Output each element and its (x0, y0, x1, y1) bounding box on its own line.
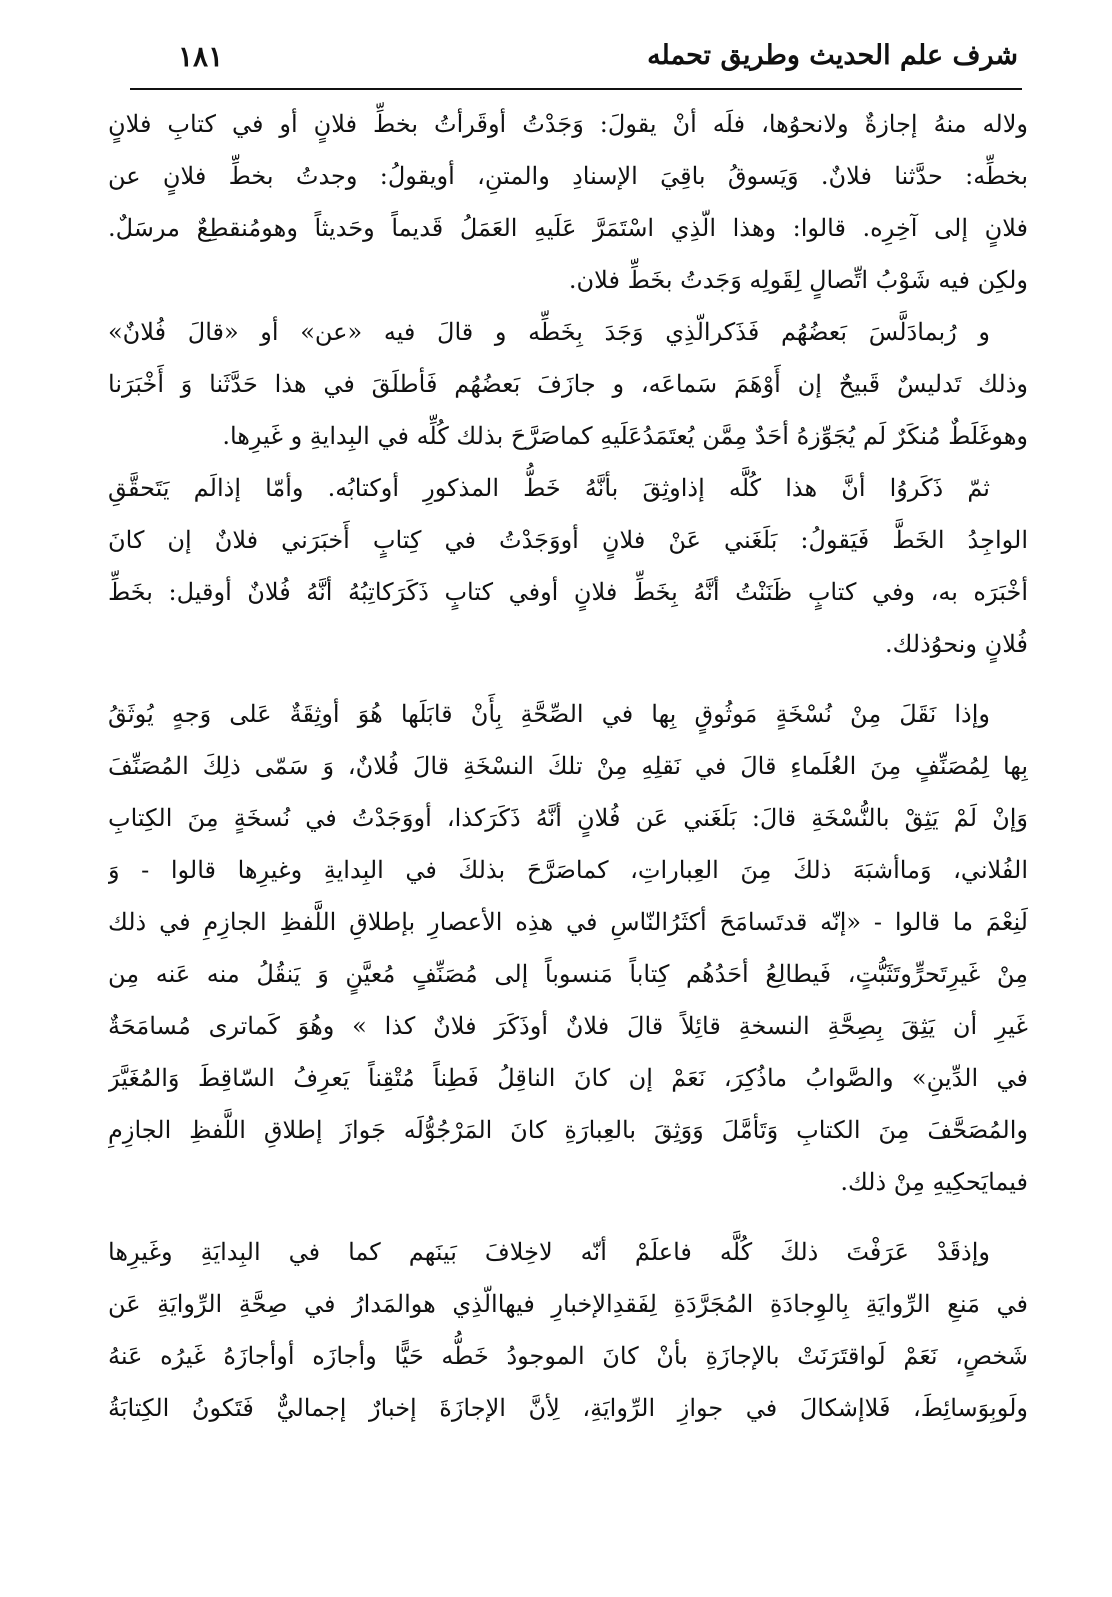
text-line: ولاله منهُ إجازةٌ ولانحوُها، فلَه أنْ يقولَ: وَجَدْتُ أوقَرأتُ بخطِّ فلانٍ أو في كتابِ فلانٍ (108, 110, 1028, 138)
text-line: أخْبَرَه به، وفي كتابٍ ظَنَنْتُ أنَّهُ بِخَطِّ فلانٍ أوفي كتابٍ ذَكَرَكاتِبُهُ أنَّهُ فُلانٌ أوقيل: بخَطِّ (108, 578, 1028, 606)
text-line: فلانٍ إلى آخِرِه. قالوا: وهذا الّذِي اسْتَمَرَّ عَلَيهِ العَمَلُ قَديماً وحَديثاً وهومُنقطِعٌ مرسَلٌ. (108, 214, 1028, 242)
text-line: الفُلاني، وَماأشبَهَ ذلكَ مِنَ العِباراتِ، كماصَرَّحَ بذلكَ في البِدايةِ وغيرِها قالوا - وَ (108, 856, 1028, 884)
text-line: الواجِدُ الخَطَّ فَيَقولُ: بَلَغَني عَنْ فلانٍ أووَجَدْتُ في كِتابٍ أَخبَرَني فلانٌ إن كانَ (108, 526, 1028, 554)
running-header (138, 36, 1018, 86)
text-line: وإذا نَقَلَ مِنْ نُسْخَةٍ مَوثُوقٍ بِها في الصِّحَّةِ بِأَنْ قابَلَها هُوَ أوثِقَةٌ عَلى وَجهٍ يُوثَقُ (108, 700, 990, 728)
text-line: وذلك تَدليسٌ قَبيحٌ إن أَوْهَمَ سَماعَه، و جازَفَ بَعضُهُم فَأطلَقَ في هذا حَدَّثَنا وَ أَخْبَرَنا (108, 370, 1028, 398)
text-line: وهوغَلَطٌ مُنكَرٌ لَم يُجَوِّزهُ أحَدٌ مِمَّن يُعتَمَدُعَلَيهِ كماصَرَّحَ بذلك كُلِّه في البِدايةِ و غَيرِها. (222, 422, 1028, 450)
text-line: ولَوبِوَسائِطَ، فَلاإشكالَ في جوازِ الرِّوايَةِ، لِأنَّ الإجازَةَ إخبارٌ إجماليٌّ فَتَكونُ الكِتابَةُ (108, 1394, 1028, 1422)
page-number: ١٨١ (178, 40, 224, 73)
body-text (108, 98, 1028, 1434)
text-line: ثمّ ذَكَروُا أنَّ هذا كُلَّه إذاوثِقَ بأنَّهُ خَطُّ المذكورِ أوكتابُه. وأمّا إذالَم يَتَحقَّقِ (108, 474, 990, 502)
paragraph-gap (108, 670, 1028, 688)
text-line: غَيرِ أن يَثِقَ بِصِحَّةِ النسخةِ قائِلاً قالَ فلانٌ أوذَكَرَ فلانٌ كذا » وهُوَ كَماترى مُسامَحَةٌ (108, 1012, 1028, 1040)
header-rule (130, 88, 1022, 90)
text-line: شَخصٍ، نَعَمْ لَواقتَرَنَتْ بالإجازَةِ بأنْ كانَ الموجودُ خَطُّه حَيًّا وأجازَه أوأجازَهُ غَيرُه عَنهُ (108, 1342, 1028, 1370)
text-line: بِها لِمُصَنِّفٍ مِنَ العُلَماءِ قالَ في نَقلِهِ مِنْ تلكَ النسْخَةِ قالَ فُلانٌ، وَ سَمّى ذلِكَ المُصَنِّفَ (108, 752, 1028, 780)
text-line: وَإنْ لَمْ يَثِقْ بالنُّسْخَةِ قالَ: بَلَغَني عَن فُلانٍ أنَّهُ ذَكَرَكذا، أووَجَدْتُ في نُسخَةٍ مِنَ الكِتابِ (108, 804, 1028, 832)
text-line: ولكِن فيه شَوْبُ اتِّصالٍ لِقَولِه وَجَدتُ بخَطِّ فلان. (568, 266, 1028, 294)
text-line: في الدِّينِ» والصَّوابُ ماذُكِرَ، نَعَمْ إن كانَ الناقِلُ فَطِناً مُتْقِناً يَعرِفُ السّاقِطَ وَالمُغَيَّرَ (108, 1064, 1028, 1092)
text-line: و رُبمادَلَّسَ بَعضُهُم فَذَكرالّذِي وَجَدَ بِخَطِّه و قالَ فيه «عن» أو «قالَ فُلانٌ» (108, 318, 990, 346)
text-line: والمُصَحَّفَ مِنَ الكتابِ وَتَأمَّلَ وَوَثِقَ بالعِبارَةِ كانَ المَرْجُوُّلَه جَوازَ إطلاقِ اللَّفظِ الجازِمِ (108, 1116, 1028, 1144)
text-line: بخطِّه: حدَّثنا فلانٌ. وَيَسوقُ باقِيَ الإسنادِ والمتنِ، أويقولُ: وجدتُ بخطِّ فلانٍ عن (108, 162, 1028, 190)
text-line: مِنْ غَيرِتَحرٍّوتَثَبُّتٍ، فَيطالِعُ أحَدُهُم كِتاباً مَنسوباً إلى مُصَنِّفٍ مُعيَّنٍ وَ يَنقُلُ منه عَنه مِن (108, 960, 1028, 988)
text-line: لَنِعْمَ ما قالوا - «إنّه قدتَسامَحَ أكثَرُالنّاسِ في هذِه الأعصارِ بإطلاقِ اللَّفظِ الجازِمِ في ذلك (108, 908, 1028, 936)
text-line: وإذقَدْ عَرَفْتَ ذلكَ كُلَّه فاعلَمْ أنّه لاخِلافَ بَينَهم كما في البِدايَةِ وغَيرِها (108, 1238, 990, 1266)
text-line: فيمايَحكِيهِ مِنْ ذلك. (840, 1168, 1028, 1196)
running-title: شرف علم الحديث وطريق تحمله (647, 40, 1018, 71)
paragraph-gap (108, 1208, 1028, 1226)
text-line: فُلانٍ ونحوُذلك. (884, 630, 1028, 658)
text-line: في مَنعِ الرِّوايَةِ بِالوِجادَةِ المُجَرَّدَةِ لِفَقدِالإخبارِ فيهاالّذِي هوالمَدارُ في صِحَّةِ الرِّوايَةِ عَن (108, 1290, 1028, 1318)
